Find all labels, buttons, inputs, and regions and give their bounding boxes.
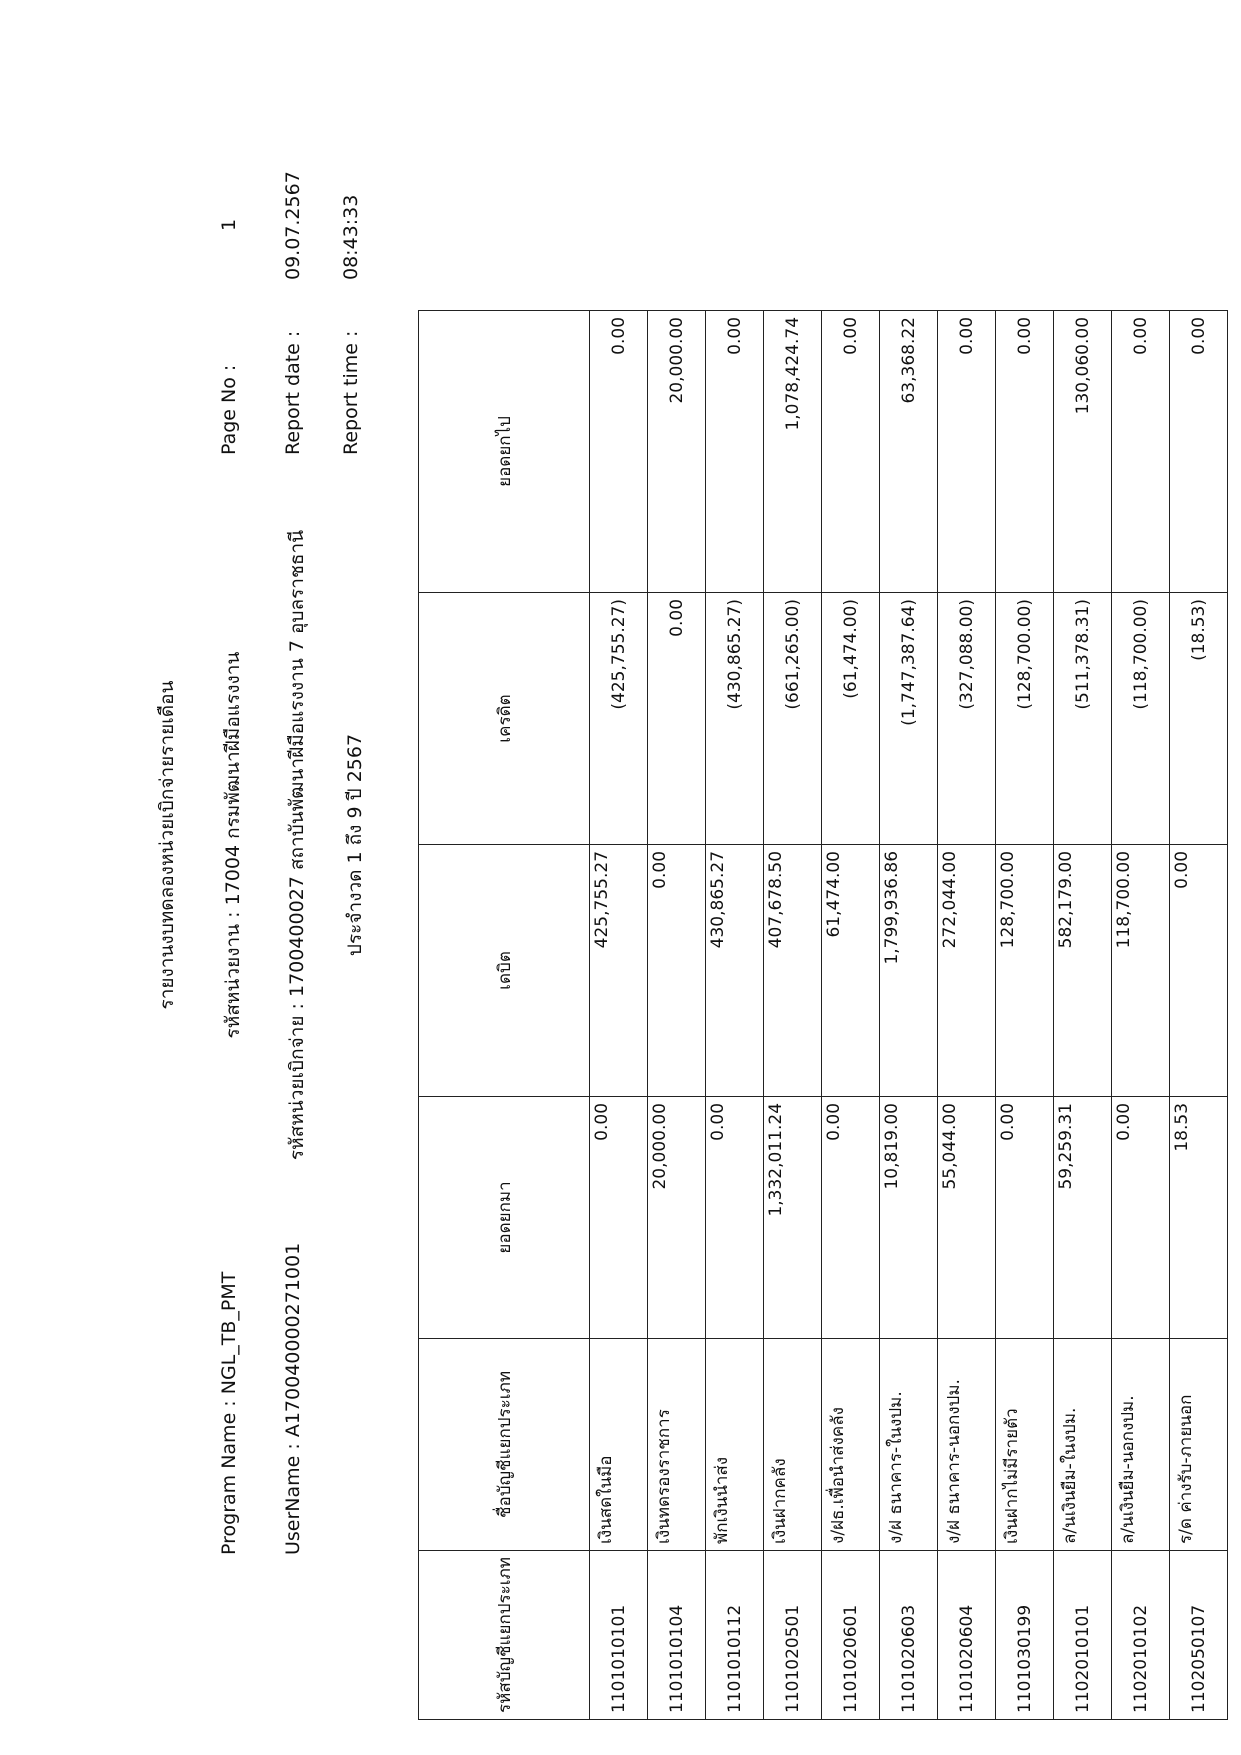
cell-opening-balance: 18.53 [1170,1096,1228,1338]
cell-account-name: เงินฝากไม่มีรายตัว [996,1338,1054,1550]
table-row [938,310,996,1719]
cell-account-code: 1101030199 [996,1550,1054,1719]
cell-closing-balance: 0.00 [1170,310,1228,592]
col-header-credit: เครดิต [419,592,590,844]
cell-account-name: เงินสดในมือ [590,1338,648,1550]
program-name: Program Name : NGL_TB_PMT [218,1271,240,1555]
cell-closing-balance: 0.00 [1112,310,1170,592]
cell-debit: 425,755.27 [590,844,648,1096]
table-row [590,310,648,1719]
cell-opening-balance: 59,259.31 [1054,1096,1112,1338]
cell-closing-balance: 63,368.22 [880,310,938,592]
cell-opening-balance: 0.00 [996,1096,1054,1338]
table-row [764,310,822,1719]
cell-account-code: 1101010101 [590,1550,648,1719]
trial-balance-table [418,310,1228,1720]
cell-closing-balance: 130,060.00 [1054,310,1112,592]
col-header-account-name: ชื่อบัญชีแยกประเภท [419,1338,590,1550]
col-header-debit: เดบิต [419,844,590,1096]
cell-credit: (425,755.27) [590,592,648,844]
cell-debit: 272,044.00 [938,844,996,1096]
agency-line: รหัสหน่วยงาน : 17004 กรมพัฒนาฝีมือแรงงาน [222,651,244,1039]
cell-closing-balance: 20,000.00 [648,310,706,592]
table-row [822,310,880,1719]
cell-opening-balance: 10,819.00 [880,1096,938,1338]
cell-closing-balance: 0.00 [706,310,764,592]
cell-credit: (128,700.00) [996,592,1054,844]
cell-closing-balance: 0.00 [996,310,1054,592]
report-date-value: 09.07.2567 [282,171,304,280]
cell-opening-balance: 0.00 [822,1096,880,1338]
cell-account-name: เงินทดรองราชการ [648,1338,706,1550]
col-header-account-code: รหัสบัญชีแยกประเภท [419,1550,590,1719]
cell-debit: 430,865.27 [706,844,764,1096]
cell-credit: (430,865.27) [706,592,764,844]
table-row [1170,310,1228,1719]
report-date-label: Report date : [282,330,304,455]
cell-debit: 0.00 [648,844,706,1096]
page-no-value: 1 [218,218,240,231]
cell-opening-balance: 0.00 [590,1096,648,1338]
cell-closing-balance: 0.00 [590,310,648,592]
cell-account-code: 1101020604 [938,1550,996,1719]
cell-debit: 118,700.00 [1112,844,1170,1096]
user-name: UserName : A170040000271001 [282,1242,304,1555]
cell-debit: 0.00 [1170,844,1228,1096]
cell-account-code: 1101020501 [764,1550,822,1719]
page-no-label: Page No : [218,364,240,455]
table-row [648,310,706,1719]
cell-account-name: ล/นเงินยืม-ในงปม. [1054,1338,1112,1550]
cell-credit: 0.00 [648,592,706,844]
cell-credit: (1,747,387.64) [880,592,938,844]
table-body [590,310,1228,1719]
cell-account-name: ง/ฝธ.เพื่อนำส่งคลัง [822,1338,880,1550]
cell-account-code: 1101020601 [822,1550,880,1719]
report-time-label: Report time : [340,330,362,455]
period-line: ประจำงวด 1 ถึง 9 ปี 2567 [344,733,366,957]
cell-debit: 582,179.00 [1054,844,1112,1096]
cell-account-name: เงินฝากคลัง [764,1338,822,1550]
cell-closing-balance: 1,078,424.74 [764,310,822,592]
cell-account-name: ล/นเงินยืม-นอกงปม. [1112,1338,1170,1550]
table-header-row [419,310,590,1719]
cell-opening-balance: 0.00 [1112,1096,1170,1338]
cell-account-name: ง/ฝ ธนาคาร-ในงปม. [880,1338,938,1550]
report-time-value: 08:43:33 [340,194,362,280]
cell-account-code: 1102010101 [1054,1550,1112,1719]
cell-account-name: ร/ด ค่างรับ-ภายนอก [1170,1338,1228,1550]
cell-credit: (327,088.00) [938,592,996,844]
table-row [1054,310,1112,1719]
cell-debit: 1,799,936.86 [880,844,938,1096]
cell-opening-balance: 55,044.00 [938,1096,996,1338]
cell-debit: 61,474.00 [822,844,880,1096]
col-header-closing-balance: ยอดยกไป [419,310,590,592]
cell-credit: (18.53) [1170,592,1228,844]
table-row [706,310,764,1719]
cell-opening-balance: 0.00 [706,1096,764,1338]
cell-account-name: ง/ฝ ธนาคาร-นอกงปม. [938,1338,996,1550]
table-row [996,310,1054,1719]
cell-credit: (118,700.00) [1112,592,1170,844]
cell-credit: (511,378.31) [1054,592,1112,844]
cell-account-code: 1101010104 [648,1550,706,1719]
cell-closing-balance: 0.00 [938,310,996,592]
cell-account-name: พักเงินนำส่ง [706,1338,764,1550]
disbursement-unit-line: รหัสหน่วยเบิกจ่าย : 1700400027 สถาบันพัฒนาฝีมือแรงงาน 7 อุบลราชธานี [286,529,308,1161]
cell-closing-balance: 0.00 [822,310,880,592]
cell-credit: (61,474.00) [822,592,880,844]
cell-account-code: 1102050107 [1170,1550,1228,1719]
table-row [1112,310,1170,1719]
cell-opening-balance: 20,000.00 [648,1096,706,1338]
cell-debit: 128,700.00 [996,844,1054,1096]
cell-credit: (661,265.00) [764,592,822,844]
cell-opening-balance: 1,332,011.24 [764,1096,822,1338]
cell-debit: 407,678.50 [764,844,822,1096]
table-row [880,310,938,1719]
cell-account-code: 1102010102 [1112,1550,1170,1719]
cell-account-code: 1101020603 [880,1550,938,1719]
report-title: รายงานงบทดลองหน่วยเบิกจ่ายรายเดือน [156,680,178,1010]
col-header-opening-balance: ยอดยกมา [419,1096,590,1338]
cell-account-code: 1101010112 [706,1550,764,1719]
